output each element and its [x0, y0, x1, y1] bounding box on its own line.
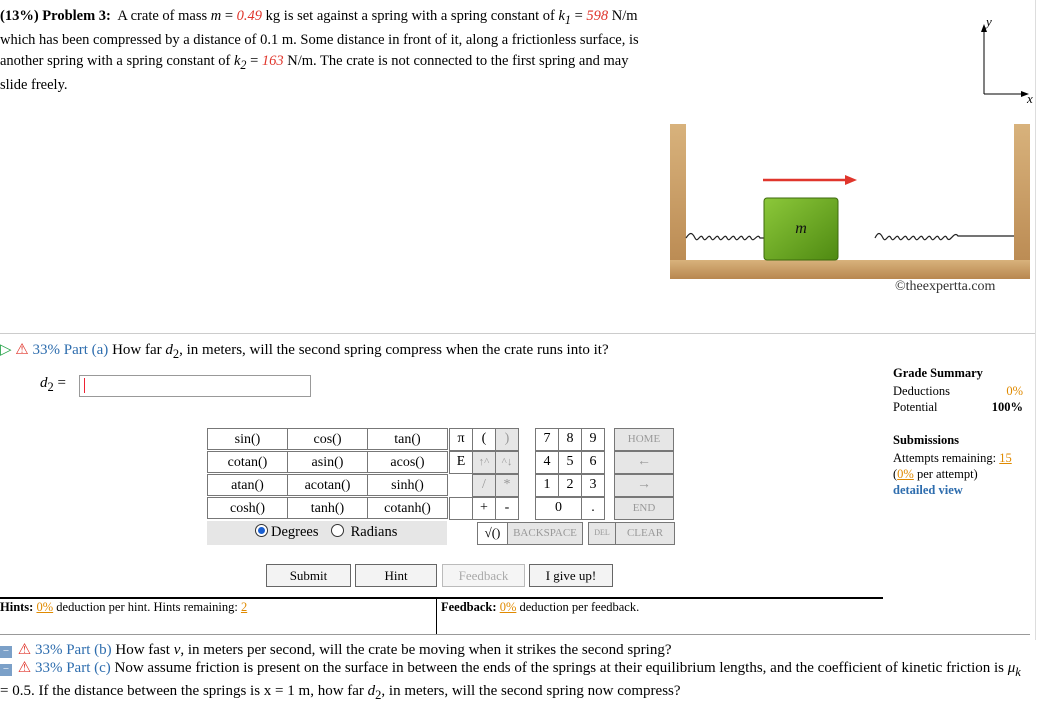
radians-option[interactable]	[331, 524, 397, 541]
problem-text: N/m. The crate is not connected to the first spring and may slide freely.	[0, 52, 629, 94]
hints-remaining: 2	[240, 600, 248, 614]
right-wall	[1014, 124, 1030, 279]
part-c-text: , in meters, will the second spring now compress?	[381, 683, 681, 699]
sin-button[interactable]: sin()	[207, 428, 288, 450]
backspace-key[interactable]: BACKSPACE	[507, 522, 583, 545]
copyright-text: ©theexpertta.com	[895, 279, 996, 294]
left-arrow-key[interactable]: ←	[614, 451, 674, 474]
feedback-label: Feedback:	[441, 600, 497, 614]
e-key[interactable]: E	[449, 451, 473, 474]
feedback-deduction: 0%	[499, 600, 517, 614]
five-key[interactable]: 5	[558, 451, 582, 474]
warning-icon: ⚠	[17, 642, 32, 658]
spring-crate-figure	[665, 120, 1035, 285]
submissions-title: Submissions	[893, 433, 960, 447]
problem-text: A crate of mass	[117, 8, 208, 24]
detailed-view-link[interactable]: detailed view	[893, 483, 963, 497]
feedback-button[interactable]: Feedback	[442, 564, 525, 587]
grade-summary-title: Grade Summary	[893, 366, 983, 380]
floor	[670, 260, 1030, 279]
equals-sign: =	[574, 8, 583, 24]
right-paren-key[interactable]: )	[495, 428, 519, 451]
answer-label	[40, 375, 66, 395]
sqrt-key[interactable]: √()	[477, 522, 508, 545]
hints-text: deduction per hint. Hints remaining:	[56, 600, 238, 614]
k1-value: 598	[586, 8, 609, 24]
part-b-header[interactable]	[0, 640, 671, 659]
attempts-value: 15	[999, 451, 1012, 465]
k2-value: 163	[261, 52, 284, 69]
cotan-button[interactable]: cotan()	[207, 451, 288, 473]
text-caret	[84, 378, 85, 393]
part-b-label: 33% Part (b)	[34, 642, 112, 658]
right-spring	[875, 234, 1014, 240]
warning-icon: ⚠	[15, 342, 29, 358]
mass-value: 0.49	[236, 8, 263, 24]
grade-summary	[893, 366, 1023, 416]
v-symbol: v	[173, 642, 181, 658]
hints-divider	[436, 599, 437, 634]
radians-label: Radians	[350, 524, 398, 540]
answer-symbol: d	[40, 375, 48, 391]
k2-subscript: 2	[240, 57, 247, 72]
superscript-up-key[interactable]: ↑^	[472, 451, 496, 474]
deductions-value: 0%	[1006, 384, 1023, 398]
per-attempt-paren: (	[893, 467, 898, 481]
end-key[interactable]: END	[614, 497, 674, 520]
tan-button[interactable]: tan()	[367, 428, 448, 450]
part-a-question: , in meters, will the second spring compress when the crate runs into it?	[179, 342, 609, 358]
answer-input[interactable]	[79, 375, 311, 397]
nine-key[interactable]: 9	[581, 428, 605, 451]
multiply-key[interactable]: *	[495, 474, 519, 497]
d-symbol: d	[367, 683, 376, 699]
two-key[interactable]: 2	[558, 474, 582, 497]
cosh-button[interactable]: cosh()	[207, 497, 288, 519]
equals-sign: =	[224, 8, 234, 24]
feedback-text: deduction per feedback.	[519, 600, 640, 614]
acotan-button[interactable]: acotan()	[287, 474, 368, 496]
right-arrow-key[interactable]: →	[614, 474, 674, 497]
part-a-question: How far	[112, 342, 162, 358]
problem-header: (13%) Problem 3:	[0, 8, 111, 24]
give-up-button[interactable]: I give up!	[529, 564, 613, 587]
atan-button[interactable]: atan()	[207, 474, 288, 496]
problem-statement	[0, 6, 650, 96]
submissions-panel	[893, 432, 1028, 498]
divide-key[interactable]: /	[472, 474, 496, 497]
per-attempt-label: per attempt)	[916, 467, 978, 481]
potential-value: 100%	[991, 400, 1023, 414]
d-symbol: d	[165, 342, 173, 358]
degrees-option[interactable]	[255, 524, 319, 541]
asin-button[interactable]: asin()	[287, 451, 368, 473]
sinh-button[interactable]: sinh()	[367, 474, 448, 496]
feedback-info	[441, 600, 639, 615]
per-attempt-value: 0%	[897, 467, 914, 481]
four-key[interactable]: 4	[535, 451, 559, 474]
subscript-down-key[interactable]: ^↓	[495, 451, 519, 474]
angle-mode-selector	[207, 521, 447, 545]
hints-bottom-border	[0, 634, 1030, 635]
coordinate-axes	[975, 14, 1035, 104]
left-spring	[686, 234, 765, 240]
k2-symbol: k	[233, 52, 241, 69]
expand-triangle-icon[interactable]: ▷	[0, 342, 12, 358]
d-subscript: 2	[172, 347, 180, 361]
radio-unselected-icon[interactable]	[331, 524, 344, 537]
seven-key[interactable]: 7	[535, 428, 559, 451]
part-a-label: 33% Part (a)	[32, 342, 109, 358]
left-paren-key[interactable]: (	[472, 428, 496, 451]
function-panel	[207, 428, 448, 522]
mu-subscript: k	[1015, 665, 1021, 679]
left-wall	[670, 124, 686, 279]
right-border	[1035, 0, 1036, 640]
three-key[interactable]: 3	[581, 474, 605, 497]
submit-button[interactable]: Submit	[266, 564, 351, 587]
warning-icon: ⚠	[17, 660, 32, 676]
hints-label: Hints:	[0, 600, 34, 614]
acos-button[interactable]: acos()	[367, 451, 448, 473]
part-a-header	[0, 340, 609, 362]
eight-key[interactable]: 8	[558, 428, 582, 451]
mass-symbol: m	[210, 8, 222, 24]
answer-equals: =	[57, 375, 66, 391]
equals-sign: =	[250, 52, 259, 69]
divider	[0, 333, 1035, 334]
delete-key[interactable]: DEL	[588, 522, 616, 545]
part-b-question: How fast	[115, 642, 170, 658]
zero-key[interactable]: 0	[535, 497, 582, 520]
cotanh-button[interactable]: cotanh()	[367, 497, 448, 519]
hints-info	[0, 600, 247, 615]
attempts-label: Attempts remaining:	[893, 451, 997, 465]
minus-key[interactable]: -	[495, 497, 519, 520]
collapse-icon[interactable]: −	[0, 664, 12, 676]
pi-key[interactable]: π	[449, 428, 473, 451]
radio-selected-icon[interactable]	[255, 524, 268, 537]
hint-button[interactable]: Hint	[355, 564, 437, 587]
degrees-label: Degrees	[271, 524, 319, 540]
clear-key[interactable]: CLEAR	[615, 522, 675, 545]
x-axis-label: x	[1027, 91, 1033, 104]
problem-text: N/m which has been compressed by a distance of 0.1 m. Some distance in front of it, along a frictionless surface, is another spring with a spring constant of	[0, 8, 639, 69]
k1-subscript: 1	[564, 12, 571, 27]
problem-text: kg is set against a spring with a spring constant of	[265, 8, 555, 24]
hints-top-border	[0, 597, 883, 599]
keypad	[449, 428, 675, 548]
blank-key	[449, 497, 473, 520]
part-c-label: 33% Part (c)	[34, 660, 111, 676]
home-key[interactable]: HOME	[614, 428, 674, 451]
potential-label: Potential	[893, 400, 938, 414]
d-subscript: 2	[375, 688, 382, 702]
y-axis-label: y	[986, 14, 992, 29]
part-b-question: , in meters per second, will the crate be moving when it strikes the second spring?	[180, 642, 672, 658]
part-c-text: = 0.5. If the distance between the springs is x = 1 m, how far	[0, 683, 364, 699]
part-c-header[interactable]	[0, 659, 1030, 705]
tanh-button[interactable]: tanh()	[287, 497, 368, 519]
decimal-key[interactable]: .	[581, 497, 605, 520]
k1-symbol: k	[558, 8, 565, 24]
six-key[interactable]: 6	[581, 451, 605, 474]
answer-subscript: 2	[47, 380, 54, 394]
part-c-text: Now assume friction is present on the surface in between the ends of the springs at their equilibrium lengths, and the coefficient of kinetic friction is	[114, 660, 1004, 676]
one-key[interactable]: 1	[535, 474, 559, 497]
hints-deduction: 0%	[36, 600, 54, 614]
mu-symbol: μ	[1007, 660, 1016, 676]
deductions-label: Deductions	[893, 384, 950, 398]
collapse-icon[interactable]: −	[0, 646, 12, 658]
crate-label: m	[795, 220, 807, 237]
plus-key[interactable]: +	[472, 497, 496, 520]
cos-button[interactable]: cos()	[287, 428, 368, 450]
